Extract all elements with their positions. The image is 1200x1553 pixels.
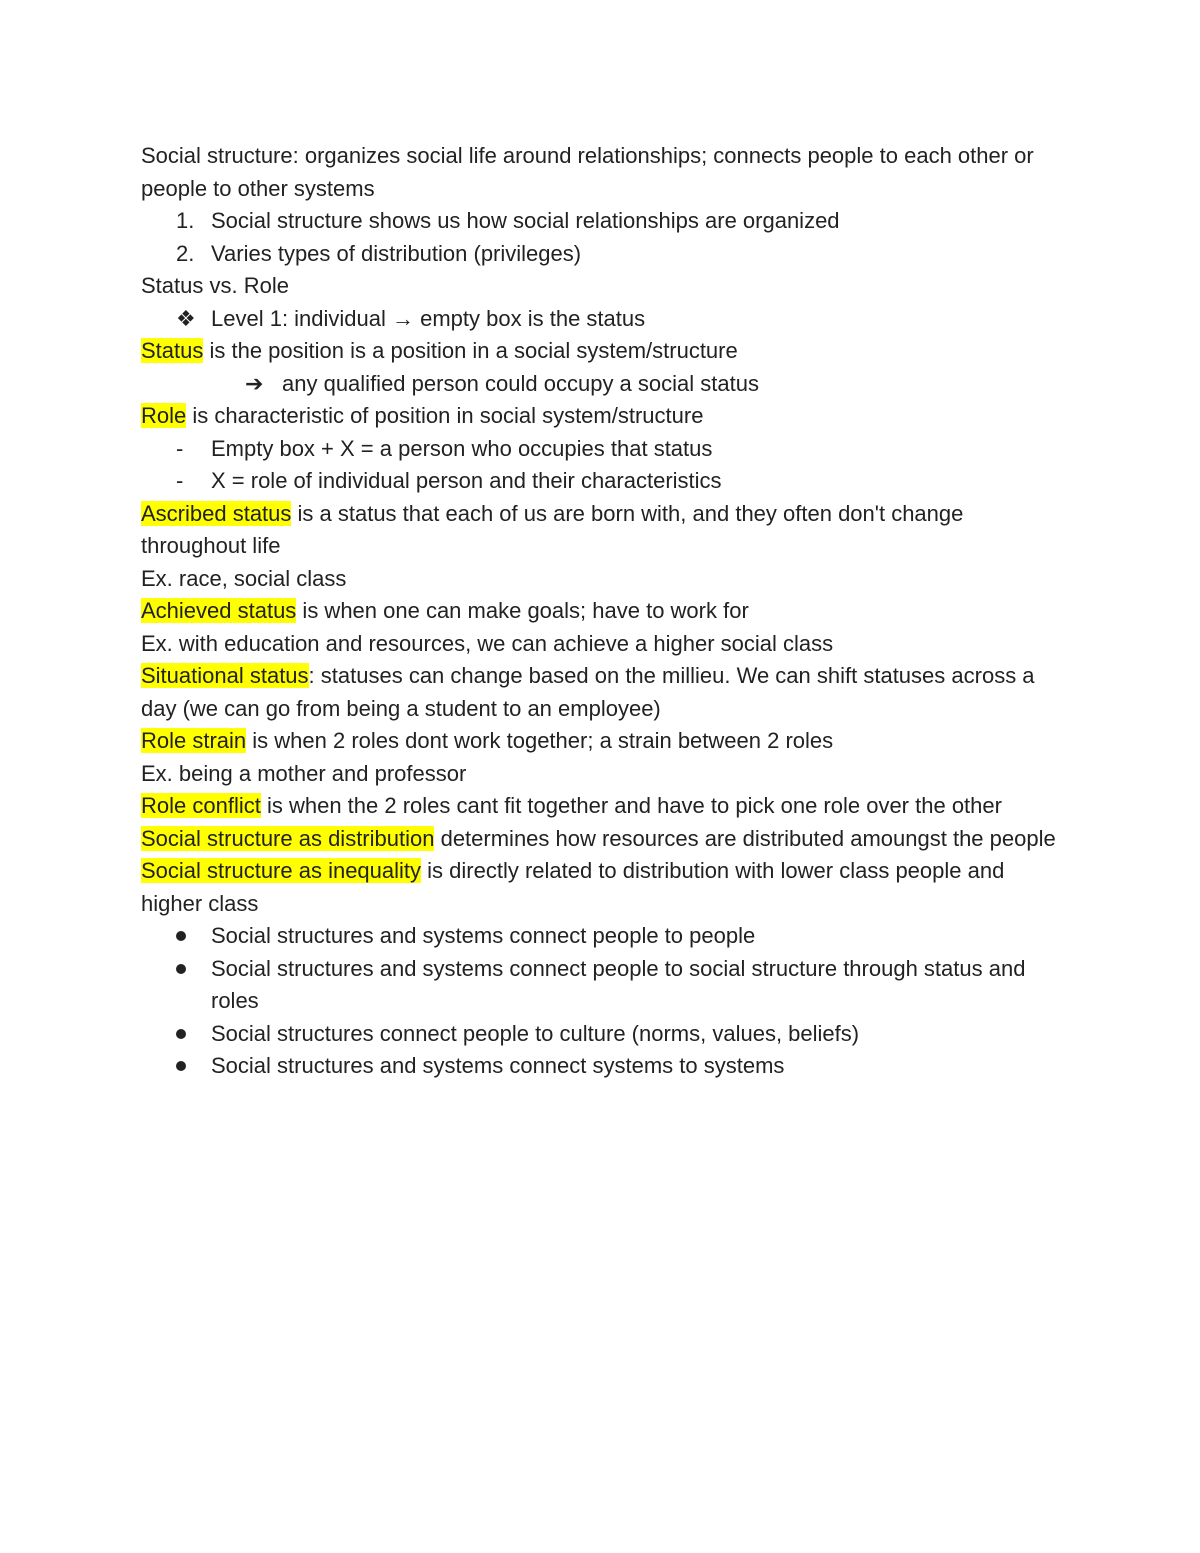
example-line-1: Ex. race, social class [141,565,347,591]
highlighted-term: Achieved status [141,598,297,623]
highlighted-term: Role conflict [141,793,261,818]
arrow-list-item [141,368,1061,401]
highlighted-term: Status [141,338,204,363]
document-page [141,140,1061,1083]
definition-text: is a status that each of us are born with, and they often don't change throughout life [141,500,964,558]
bullet-item-3 [141,1018,1061,1051]
role-definition [141,400,1061,433]
intro-paragraph: Social structure: organizes social life around relationships; connects people to each other or people to other systems [141,143,1034,201]
example-line-3: Ex. being a mother and professor [141,760,467,786]
list-item-text: Empty box + X = a person who occupies that status [211,435,713,461]
numbered-item-2 [141,238,1061,271]
list-item-text: X = role of individual person and their characteristics [211,468,722,493]
list-number: 2. [176,240,195,266]
inequality-definition [141,855,1061,920]
definition-text: is when 2 roles dont work together; a strain between 2 roles [246,728,834,753]
highlighted-term: Social structure as distribution [141,825,435,851]
bullet-item-2 [141,953,1061,1018]
list-item-text: any qualified person could occupy a social status [282,370,759,396]
role-conflict-definition [141,790,1061,823]
highlighted-term: Ascribed status [141,500,292,526]
highlighted-term: Situational status [141,663,309,688]
diamond-list-item [141,303,1061,336]
highlighted-term: Role strain [141,728,247,753]
bullet-item-4 [141,1050,1061,1083]
list-item-text: Social structures and systems connect people to social structure through status and roles [211,955,1026,1013]
list-item-text: Social structures and systems connect systems to systems [211,1053,785,1078]
role-strain-definition [141,725,1061,758]
bullet-dot-icon [176,1018,206,1051]
status-vs-role-heading: Status vs. Role [141,273,289,298]
list-item-text: Level 1: individual → empty box is the status [211,305,646,331]
definition-text: is when the 2 roles cant fit together and have to pick one role over the other [260,793,1002,818]
bullet-dot-icon [176,920,206,953]
dash-bullet: - [176,435,184,461]
definition-text: : statuses can change based on the millieu. We can shift statuses across a day (we can go from being a student to an employee) [141,663,1035,721]
bullet-dot-icon [176,1050,206,1083]
dash-bullet: - [176,468,184,493]
highlighted-term: Social structure as inequality [141,858,422,883]
distribution-definition [141,823,1061,856]
bullet-dot-icon [176,953,206,986]
list-item-text: Varies types of distribution (privileges) [211,240,582,266]
definition-text: is when one can make goals; have to work for [296,598,749,623]
status-definition [141,335,1061,368]
list-item-text: Social structures connect people to culture (norms, values, beliefs) [211,1020,860,1046]
ascribed-status-definition [141,498,1061,563]
highlighted-term: Role [141,403,187,428]
achieved-status-definition [141,595,1061,628]
list-number: 1. [176,208,195,233]
definition-text: is the position is a position in a social system/structure [203,338,738,363]
definition-text: is characteristic of position in social system/structure [186,403,704,428]
dash-list-item-1 [141,433,1061,466]
diamond-bullet-icon: ❖ [176,305,196,331]
list-item-text: Social structures and systems connect people to people [211,923,756,948]
definition-text: is directly related to distribution with lower class people and higher class [141,858,1005,916]
numbered-item-1 [141,205,1061,238]
dash-list-item-2 [141,465,1061,498]
definition-text: determines how resources are distributed amoungst the people [434,825,1056,851]
list-item-text: Social structure shows us how social relationships are organized [211,208,840,233]
example-line-2: Ex. with education and resources, we can achieve a higher social class [141,630,834,656]
situational-status-definition [141,660,1061,725]
arrow-bullet-icon: ➔ [245,370,264,396]
bullet-item-1 [141,920,1061,953]
